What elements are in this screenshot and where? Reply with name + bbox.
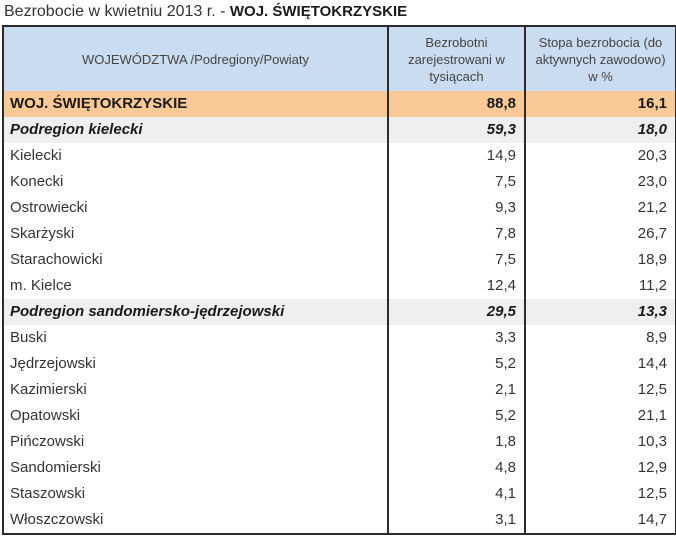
table-row <box>3 481 676 507</box>
table-row <box>3 247 676 273</box>
cell-name: Pińczowski <box>3 429 388 455</box>
cell-name: m. Kielce <box>3 273 388 299</box>
table-row <box>3 351 676 377</box>
cell-name: WOJ. ŚWIĘTOKRZYSKIE <box>3 91 388 117</box>
cell-rate: 14,7 <box>525 507 676 534</box>
cell-name: Starachowicki <box>3 247 388 273</box>
cell-rate: 10,3 <box>525 429 676 455</box>
cell-unemployed: 5,2 <box>388 351 525 377</box>
cell-name: Kielecki <box>3 143 388 169</box>
cell-unemployed: 12,4 <box>388 273 525 299</box>
table-row <box>3 403 676 429</box>
cell-rate: 16,1 <box>525 91 676 117</box>
table-row <box>3 273 676 299</box>
cell-rate: 14,4 <box>525 351 676 377</box>
cell-rate: 12,5 <box>525 481 676 507</box>
cell-unemployed: 7,8 <box>388 221 525 247</box>
cell-unemployed: 59,3 <box>388 117 525 143</box>
table-row <box>3 195 676 221</box>
cell-unemployed: 29,5 <box>388 299 525 325</box>
cell-rate: 21,1 <box>525 403 676 429</box>
table-row-voivodeship <box>3 91 676 117</box>
cell-unemployed: 3,1 <box>388 507 525 534</box>
table-row-subregion <box>3 117 676 143</box>
page-title <box>4 2 407 22</box>
cell-unemployed: 88,8 <box>388 91 525 117</box>
header-name: WOJEWÓDZTWA /Podregiony/Powiaty <box>3 26 388 91</box>
table-row <box>3 377 676 403</box>
cell-unemployed: 7,5 <box>388 247 525 273</box>
table-header-row <box>3 26 676 91</box>
title-region: WOJ. ŚWIĘTOKRZYSKIE <box>229 3 408 20</box>
cell-name: Ostrowiecki <box>3 195 388 221</box>
cell-unemployed: 7,5 <box>388 169 525 195</box>
cell-rate: 21,2 <box>525 195 676 221</box>
table-row <box>3 507 676 534</box>
table-row <box>3 325 676 351</box>
table-row <box>3 143 676 169</box>
cell-rate: 13,3 <box>525 299 676 325</box>
cell-name: Podregion sandomiersko-jędrzejowski <box>3 299 388 325</box>
unemployment-table <box>2 25 676 535</box>
header-unemployed: Bezrobotni zarejestrowani w tysiącach <box>388 26 525 91</box>
title-prefix: Bezrobocie w kwietniu 2013 r. - <box>4 3 230 20</box>
cell-rate: 8,9 <box>525 325 676 351</box>
cell-name: Jędrzejowski <box>3 351 388 377</box>
table-row <box>3 169 676 195</box>
cell-rate: 11,2 <box>525 273 676 299</box>
table-row-subregion <box>3 299 676 325</box>
cell-unemployed: 4,8 <box>388 455 525 481</box>
cell-unemployed: 2,1 <box>388 377 525 403</box>
table-row <box>3 429 676 455</box>
cell-name: Staszowski <box>3 481 388 507</box>
cell-rate: 18,0 <box>525 117 676 143</box>
cell-rate: 12,9 <box>525 455 676 481</box>
cell-unemployed: 4,1 <box>388 481 525 507</box>
cell-rate: 23,0 <box>525 169 676 195</box>
table-row <box>3 221 676 247</box>
cell-unemployed: 3,3 <box>388 325 525 351</box>
cell-name: Sandomierski <box>3 455 388 481</box>
cell-name: Skarżyski <box>3 221 388 247</box>
cell-unemployed: 1,8 <box>388 429 525 455</box>
cell-name: Konecki <box>3 169 388 195</box>
cell-rate: 26,7 <box>525 221 676 247</box>
cell-name: Buski <box>3 325 388 351</box>
cell-name: Włoszczowski <box>3 507 388 534</box>
cell-unemployed: 14,9 <box>388 143 525 169</box>
table-row <box>3 455 676 481</box>
cell-rate: 18,9 <box>525 247 676 273</box>
cell-name: Podregion kielecki <box>3 117 388 143</box>
cell-unemployed: 9,3 <box>388 195 525 221</box>
cell-name: Kazimierski <box>3 377 388 403</box>
cell-rate: 12,5 <box>525 377 676 403</box>
cell-name: Opatowski <box>3 403 388 429</box>
cell-rate: 20,3 <box>525 143 676 169</box>
cell-unemployed: 5,2 <box>388 403 525 429</box>
header-rate: Stopa bezrobocia (do aktywnych zawodowo) w % <box>525 26 676 91</box>
